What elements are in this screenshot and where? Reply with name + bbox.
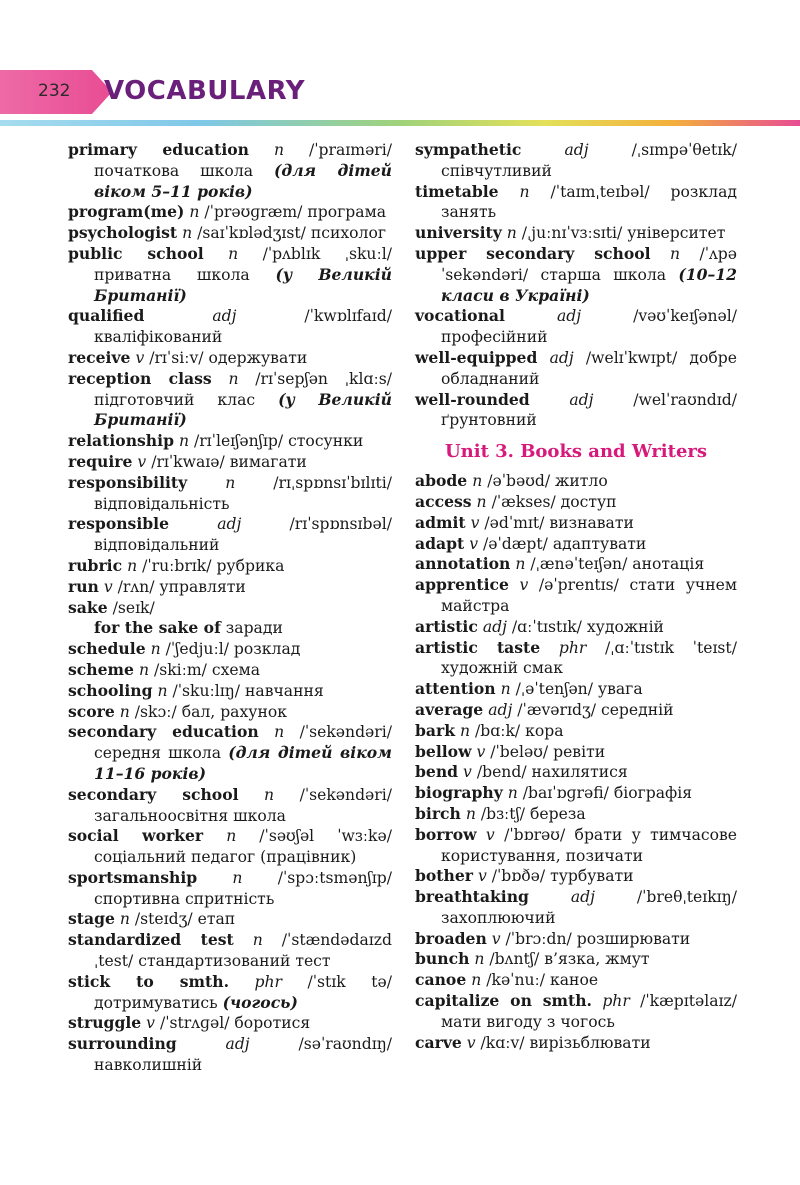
vocab-entry [415,244,737,306]
entry-pos: v [519,576,529,595]
entry-headword: public school [68,243,204,263]
entry-headword: carve [415,1032,462,1052]
entry-headword: stick to smth. [68,971,229,991]
vocab-entry [68,972,392,1014]
entry-pos: phr [558,638,587,657]
vocab-entry [415,534,737,555]
entry-transcription-translation: заради [225,619,283,638]
vocab-entry [68,140,392,202]
entry-headword: qualified [68,306,145,326]
rainbow-rule [0,120,800,126]
entry-headword: university [415,223,502,243]
entry-headword: breathtaking [415,887,529,907]
vocab-entry [68,514,392,556]
entry-pos: n [471,971,482,990]
entry-pos: adj [482,617,507,636]
entry-pos: n [465,804,476,823]
vocab-entry [68,306,392,348]
entry-headword: reception class [68,368,212,388]
entry-transcription-translation: /ədˈmɪt/ визнавати [484,513,634,532]
entry-transcription-translation: /ˈbɒrəʊ/ брати у тимчасове користування, позичати [441,825,737,865]
entry-transcription-translation: /rɪˈkwaɪə/ вимагати [151,452,307,471]
vocab-entry [68,722,392,784]
entry-transcription-translation: /ˈbɒðə/ турбувати [491,867,634,886]
entry-pos: adj [217,515,242,534]
entry-transcription-translation: /əˈdæpt/ адаптувати [482,534,647,553]
right-column [415,140,737,1053]
entry-headword: scheme [68,659,134,679]
entry-transcription-translation: /ˌɑːˈtɪstɪk ˈteɪst/ художній смак [441,638,737,678]
entry-transcription-translation: /ˈbeləʊ/ ревіти [490,742,606,761]
entry-headword: attention [415,679,496,699]
entry-headword: secondary school [68,784,239,804]
vocab-entry [415,575,737,617]
entry-pos: n [119,702,130,721]
entry-transcription-translation: /ˈkæpɪtəlaɪz/ мати вигоду з чогось [441,992,737,1031]
vocab-entry [415,638,737,680]
entry-pos: v [485,825,495,844]
entry-headword: adapt [415,533,465,553]
entry-note: (для дітей віком 11–16 років) [94,743,392,783]
entry-headword: secondary education [68,722,259,742]
entry-pos: n [472,472,483,491]
entry-pos: adj [556,307,582,326]
entry-transcription-translation: /ˈsəʊʃəl ˈwɜːkə/ соціальний педагог (працівник) [94,827,392,867]
right-column-top [415,140,737,431]
vocab-entry [415,700,737,721]
entry-transcription-translation: /ˈbrɔːdn/ розширювати [505,929,691,948]
entry-note: (чогось) [222,992,298,1012]
vocab-entry [68,681,392,702]
vocab-entry [415,617,737,638]
entry-transcription-translation: /rɪˈsiːv/ одержувати [149,348,308,367]
entry-transcription-translation: /ˈækses/ доступ [491,492,617,511]
entry-pos: phr [602,992,630,1011]
entry-transcription-translation: /welˈraʊndɪd/ ґрунтовний [441,390,737,430]
entry-transcription-translation: /ˌəˈtenʃən/ увага [515,680,643,699]
vocab-entry [415,949,737,970]
entry-pos: n [669,244,681,263]
entry-transcription-translation: /ˈkwɒlɪfaɪd/ кваліфікований [94,307,392,347]
page-number: 232 [38,81,71,101]
entry-headword: run [68,576,99,596]
vocab-entry [68,473,392,515]
entry-headword: borrow [415,824,477,844]
entry-pos: n [228,244,239,263]
entry-note: (у Великій Британії) [94,264,392,305]
vocab-entry [415,721,737,742]
entry-pos: n [228,369,239,388]
entry-transcription-translation: /ˌsɪmpəˈθetɪk/ співчутливий [441,141,737,180]
entry-transcription-translation: /ˈruːbrɪk/ рубрика [142,556,285,575]
entry-headword: schooling [68,680,153,700]
vocab-entry [68,785,392,827]
vocab-entry [68,618,392,639]
entry-pos: v [470,513,480,532]
entry-pos: v [491,929,501,948]
vocab-entry [415,492,737,513]
entry-headword: require [68,451,133,471]
entry-transcription-translation: /ˌjuːnɪˈvɜːsɪti/ університет [521,224,726,243]
vocab-entry [415,223,737,244]
vocab-entry [68,1034,392,1076]
entry-headword: broaden [415,928,487,948]
entry-transcription-translation: /ˈbreθˌteɪkɪŋ/ захоплюючий [441,888,737,927]
entry-headword: struggle [68,1013,142,1033]
entry-headword: average [415,699,484,719]
entry-transcription-translation: /ˈstrʌɡəl/ боротися [159,1014,311,1033]
entry-pos: n [515,555,526,574]
entry-transcription-translation: /səˈraʊndɪŋ/ навколишній [94,1035,392,1075]
entry-transcription-translation: /bend/ нахилятися [476,763,628,782]
entry-headword: surrounding [68,1034,177,1054]
vocab-entry [415,783,737,804]
entry-pos: v [463,763,472,782]
entry-headword: primary education [68,140,249,159]
entry-headword: biography [415,783,503,803]
entry-transcription-translation: /ˈtaɪmˌteɪbəl/ розклад занять [441,182,737,222]
entry-note: (для дітей віком 5–11 років) [94,160,392,201]
unit-heading: Unit 3. Books and Writers [444,441,708,463]
entry-note: (у Великій Британії) [94,389,392,430]
vocab-entry [68,577,392,598]
entry-transcription-translation: /rʌn/ управляти [117,577,246,596]
entry-transcription-translation: /bɜːtʃ/ береза [480,804,586,823]
entry-headword: bark [415,720,456,740]
entry-transcription-translation: /ˈstændədaɪzd ˌtest/ стандартизований тест [94,931,392,971]
vocab-entry [68,826,392,868]
entry-transcription-translation: /ˈʌpə ˈsekəndəri/ старша школа [441,244,737,284]
entry-headword: abode [415,471,468,491]
entry-headword: for the sake of [94,618,221,638]
vocab-entry [68,639,392,660]
entry-transcription-translation: /ˈspɔːtsmənʃɪp/ спортивна спритність [94,868,392,908]
entry-pos: adj [488,700,513,719]
entry-transcription-translation: /əˈbəʊd/ житло [487,472,608,491]
entry-transcription-translation: /baɪˈɒɡrəfi/ біографія [522,784,693,803]
entry-note: (10–12 класи в Україні) [441,264,737,305]
vocab-entry [68,202,392,223]
entry-headword: score [68,701,115,721]
entry-pos: n [506,224,517,243]
vocab-entry [68,223,392,244]
entry-transcription-translation: /kɑːv/ вирізьблювати [480,1033,651,1052]
vocab-entry [68,660,392,681]
entry-pos: n [476,492,487,511]
entry-headword: well-rounded [415,389,530,409]
vocab-entry [415,929,737,950]
entry-pos: n [273,141,285,159]
entry-transcription-translation: /əˈprentɪs/ стати учнем майстра [441,576,737,615]
entry-headword: apprentice [415,575,509,595]
entry-headword: artistic taste [415,637,541,657]
entry-headword: social worker [68,826,204,846]
entry-transcription-translation: /rɪˈsepʃən ˌklɑːs/ підготовчий клас [94,369,392,409]
vocab-entry [415,1033,737,1054]
vocab-entry [415,742,737,763]
entry-headword: admit [415,512,466,532]
entry-headword: receive [68,347,131,367]
entry-transcription-translation: /bɑːk/ кора [475,721,564,740]
entry-transcription-translation: /rɪˌspɒnsɪˈbɪlɪti/ відповідальність [94,473,392,513]
entry-pos: n [519,182,530,201]
entry-transcription-translation: /ˈævərɪdʒ/ середній [517,700,674,719]
vocab-entry [68,431,392,452]
vocab-entry [415,348,737,390]
entry-transcription-translation: /rɪˈleɪʃənʃɪp/ стосунки [193,432,364,451]
entry-headword: vocational [415,306,505,326]
entry-pos: adj [212,307,237,326]
vocab-entry [415,679,737,700]
vocab-entry [415,825,737,867]
entry-pos: n [232,868,243,887]
entry-transcription-translation: /rɪˈspɒnsɪbəl/ відповідальний [94,515,392,555]
entry-transcription-translation: /skɔː/ бал, рахунок [134,702,287,721]
vocab-entry [68,702,392,723]
entry-pos: n [264,785,275,804]
vocab-entry [415,887,737,929]
entry-headword: sake [68,597,108,617]
right-column-bottom [415,471,737,1053]
entry-pos: n [150,640,161,659]
vocab-entry [68,909,392,930]
vocab-entry [68,930,392,972]
vocab-entry [68,598,392,619]
entry-headword: bellow [415,741,472,761]
entry-headword: stage [68,909,115,929]
entry-transcription-translation: /bʌntʃ/ в’язка, жмут [489,950,650,969]
entry-pos: n [127,556,138,575]
entry-pos: adj [569,390,594,409]
vocab-entry [415,140,737,182]
entry-pos: n [474,950,485,969]
entry-headword: timetable [415,181,499,201]
vocab-entry [68,348,392,369]
entry-transcription-translation: /welɪˈkwɪpt/ добре обладнаний [441,348,737,388]
entry-transcription-translation: /ˈpraɪməri/ початкова школа [94,141,392,180]
vocab-entry [68,1013,392,1034]
entry-transcription-translation: /ˈskuːlɪŋ/ навчання [172,681,324,700]
entry-transcription-translation: /ˈsekəndəri/ середня школа [94,723,392,763]
vocab-entry [415,306,737,348]
entry-headword: relationship [68,431,174,451]
entry-transcription-translation: /seɪk/ [112,598,155,617]
entry-headword: upper secondary school [415,243,651,263]
section-title: VOCABULARY [104,76,306,106]
vocab-entry [415,970,737,991]
entry-pos: v [466,1033,476,1052]
entry-pos: v [469,534,478,553]
entry-transcription-translation: /ˈsekəndəri/ загальноосвітня школа [94,785,392,825]
entry-pos: n [225,473,236,492]
entry-pos: n [189,203,200,222]
vocab-entry [68,452,392,473]
left-column [68,140,392,1076]
entry-headword: canoe [415,970,467,990]
entry-pos: n [226,827,237,846]
entry-headword: sympathetic [415,140,522,159]
entry-headword: psychologist [68,223,178,243]
vocab-entry [415,471,737,492]
entry-pos: v [135,348,145,367]
entry-headword: standardized test [68,930,234,950]
entry-pos: adj [225,1035,250,1054]
vocab-entry [415,804,737,825]
entry-headword: artistic [415,616,478,636]
entry-headword: responsible [68,514,170,534]
entry-headword: responsibility [68,472,188,492]
vocab-entry [68,556,392,577]
entry-pos: adj [564,141,589,159]
entry-pos: n [138,660,149,679]
entry-transcription-translation: /skiːm/ схема [153,660,261,679]
vocab-entry [415,390,737,432]
entry-pos: n [182,224,193,243]
entry-headword: schedule [68,639,146,659]
entry-pos: n [178,432,189,451]
entry-headword: bother [415,866,473,886]
vocab-entry [68,244,392,306]
vocab-entry [68,868,392,910]
vocab-entry [415,513,737,534]
entry-headword: capitalize on smth. [415,991,592,1011]
entry-headword: birch [415,803,461,823]
entry-transcription-translation: /ˈprəʊɡræm/ програма [204,203,387,222]
vocab-entry [415,554,737,575]
entry-pos: v [137,452,147,471]
entry-pos: phr [254,972,282,991]
entry-headword: access [415,491,472,511]
entry-pos: n [252,931,263,950]
entry-pos: n [500,680,511,699]
entry-transcription-translation: /vəʊˈkeɪʃənəl/ професійний [441,307,737,347]
entry-headword: bend [415,762,459,782]
entry-transcription-translation: /ˌænəˈteɪʃən/ анотація [530,555,705,574]
vocab-entry [415,762,737,783]
entry-pos: adj [570,888,595,907]
entry-headword: well-equipped [415,347,538,367]
entry-headword: program(me) [68,202,185,222]
vocab-entry [415,182,737,224]
page-header [0,70,800,130]
entry-pos: n [460,721,471,740]
entry-headword: annotation [415,554,511,574]
entry-pos: v [477,867,487,886]
entry-headword: sportsmanship [68,867,198,887]
vocab-entry [415,866,737,887]
vocab-entry [68,369,392,431]
entry-headword: rubric [68,555,123,575]
entry-pos: v [146,1014,155,1033]
vocab-entry [415,991,737,1033]
entry-transcription-translation: /ɑːˈtɪstɪk/ художній [511,617,664,636]
entry-pos: v [476,742,486,761]
entry-pos: n [274,723,285,742]
entry-transcription-translation: /ˈpʌblɪk ˌskuːl/ приватна школа [94,244,392,284]
entry-transcription-translation: /kəˈnuː/ каное [486,971,599,990]
entry-transcription-translation: /saɪˈkɒlədʒɪst/ психолог [197,224,387,243]
entry-pos: n [507,784,518,803]
entry-transcription-translation: /ˈʃedjuːl/ розклад [165,640,301,659]
entry-transcription-translation: /steɪdʒ/ етап [134,910,236,929]
entry-pos: n [157,681,168,700]
entry-pos: adj [549,348,574,367]
entry-pos: v [103,577,113,596]
entry-pos: n [119,910,130,929]
entry-headword: bunch [415,949,470,969]
entry-transcription-translation: /ˈstɪk tə/ дотримуватись [94,972,392,1012]
